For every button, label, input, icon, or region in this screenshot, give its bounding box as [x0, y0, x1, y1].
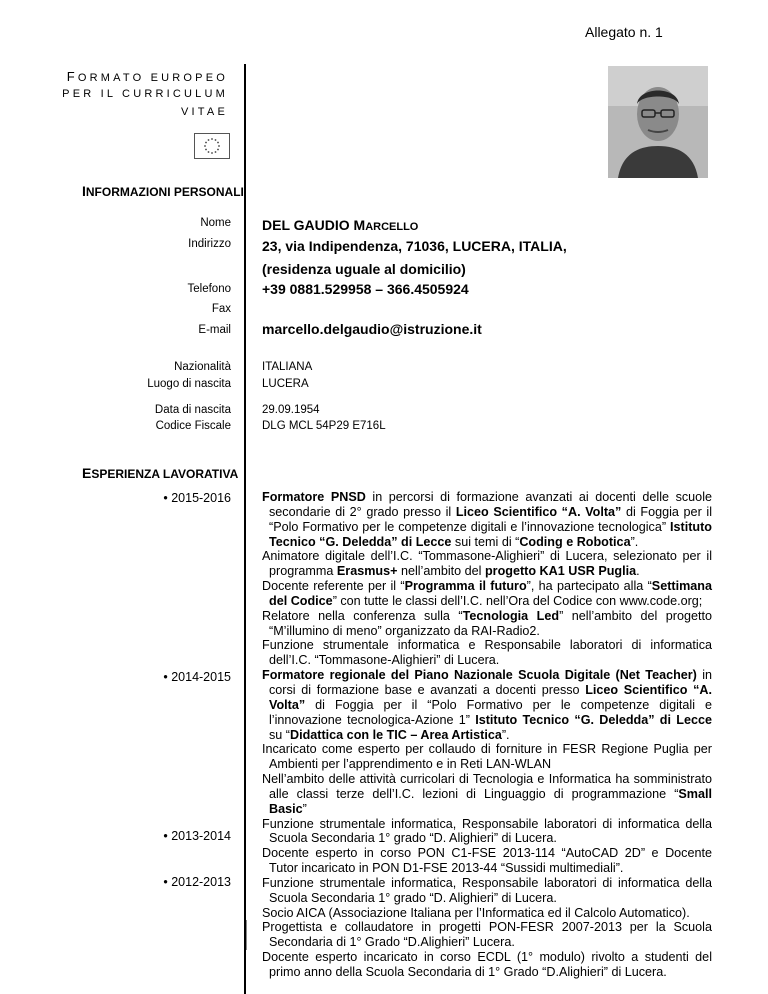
value-data-nascita: 29.09.1954 [262, 404, 320, 416]
value-nazionalita: ITALIANA [262, 361, 313, 373]
label-telefono: Telefono [187, 283, 231, 295]
experience-text-run: Istituto Tecnico “G. Deledda” di Lecce [475, 712, 712, 727]
experience-paragraph [262, 609, 712, 639]
eu-flag-icon [194, 133, 230, 159]
profile-photo [608, 66, 708, 178]
experience-text-run: Socio AICA (Associazione Italiana per l’Informatica ed il Calcolo Automatico). [262, 905, 690, 920]
experience-paragraph [262, 950, 712, 980]
experience-text-run: Formatore PNSD [262, 490, 366, 504]
value-indirizzo-line1: 23, via Indipendenza, 71036, LUCERA, ITALIA, [262, 238, 567, 254]
year-2014-2015: • 2014-2015 [163, 670, 231, 684]
experience-text-run: ” nell’ambito del progetto “M’illumino di meno” organizzato da RAI-Radio2. [269, 608, 712, 638]
experience-text-run: Istituto Tecnico “G. Deledda” di Lecce [269, 519, 712, 549]
experience-paragraph [262, 638, 712, 668]
experience-text-run: ”. [501, 727, 510, 742]
label-nome: Nome [200, 217, 231, 229]
experience-text-run: Progettista e collaudatore in progetti PON-FESR 2007-2013 per la Scuola Secondaria di 1° Grado “D.Alighieri” Lucera. [262, 920, 712, 950]
experience-paragraph [262, 579, 712, 609]
experience-text-run: Relatore nella conferenza sulla “ [262, 608, 463, 623]
experience-text-run: Funzione strumentale informatica e Responsabile laboratori di informatica dell’I.C. “Tommasone-Alighieri” di Lucera. [262, 638, 712, 668]
experience-text-run: ” [302, 801, 307, 816]
label-data-nascita: Data di nascita [154, 404, 231, 416]
experience-text-run: Small Basic [269, 786, 712, 816]
experience-text-run: Coding e Robotica [519, 534, 631, 549]
cv-title-line2: PER IL CURRICULUM [62, 88, 228, 100]
allegato-label: Allegato n. 1 [585, 24, 663, 40]
experience-text-run: Funzione strumentale informatica, Responsabile laboratori di informatica della Scuola Secondaria 1° grado “D. Alighieri” di Lucera. [262, 816, 712, 846]
column-divider [244, 64, 246, 994]
experience-text-run: Incaricato come esperto per collaudo di forniture in FESR Regione Puglia per Ambienti per l’apprendimento e in Reti LAN-WLAN [262, 742, 712, 772]
experience-text-run: di Foggia per il “Polo Formativo per le competenze digitali e l’innovazione tecnologica-Azione 1” [269, 697, 712, 727]
label-indirizzo: Indirizzo [188, 238, 231, 250]
section-personal-info: INFORMAZIONI PERSONALI [82, 183, 244, 199]
value-codice-fiscale: DLG MCL 54P29 E716L [262, 420, 386, 432]
experience-paragraph [262, 772, 712, 817]
year-2015-2016: • 2015-2016 [163, 491, 231, 505]
experience-text-run: Didattica con le TIC – Area Artistica [290, 727, 502, 742]
experience-paragraph [262, 668, 712, 742]
experience-text-run: progetto KA1 USR Puglia [484, 564, 637, 579]
experience-text [262, 490, 712, 980]
experience-paragraph [262, 490, 712, 549]
experience-text-run: sui temi di “ [451, 534, 520, 549]
experience-text-run: ”. [630, 534, 639, 549]
value-indirizzo-line2: (residenza uguale al domicilio) [262, 261, 466, 277]
value-email[interactable]: marcello.delgaudio@istruzione.it [262, 321, 482, 337]
experience-text-run: ”, ha partecipato alla “ [526, 579, 652, 594]
value-luogo-nascita: LUCERA [262, 378, 309, 390]
experience-paragraph [262, 920, 712, 950]
experience-paragraph [262, 876, 712, 906]
experience-text-run: in percorsi di formazione avanzati ai docenti delle scuole secondarie di 2° grado presso il [269, 490, 712, 519]
experience-text-run: su “ [269, 727, 290, 742]
cv-title-line1: FORMATO EUROPEO [66, 69, 228, 84]
experience-text-run: Programma il futuro [404, 579, 527, 594]
experience-text-run: Funzione strumentale informatica, Responsabile laboratori di informatica della Scuola Secondaria 1° grado “D. Alighieri” di Lucera. [262, 875, 712, 905]
label-nazionalita: Nazionalità [174, 361, 231, 373]
experience-text-run: Docente esperto in corso PON C1-FSE 2013-114 “AutoCAD 2D” e Docente Tutor incaricato in PON D1-FSE 2013-44 “Sussidi multimediali”. [262, 846, 712, 876]
experience-text-run: Liceo Scientifico “A. Volta” [269, 682, 712, 712]
year-2013-2014: • 2013-2014 [163, 829, 231, 843]
experience-text-run: di Foggia per il “Polo Formativo per le competenze digitali e l’innovazione tecnologica” [269, 504, 712, 534]
value-nome: DEL GAUDIO MARCELLO [262, 217, 419, 233]
experience-text-run: nell’ambito del [397, 564, 485, 579]
experience-text-run: Erasmus+ [336, 564, 398, 579]
experience-paragraph [262, 906, 712, 921]
experience-text-run: Tecnologia Led [462, 608, 560, 623]
experience-text-run: Nell’ambito delle attività curricolari di Tecnologia e Informatica ha somministrato alle classi terze dell’I.C. lezioni di Linguaggio di programmazione “ [262, 772, 712, 801]
column-divider-shadow [246, 920, 247, 950]
experience-text-run: Liceo Scientifico “A. Volta” [455, 504, 622, 519]
experience-paragraph [262, 549, 712, 579]
label-fax: Fax [211, 303, 231, 315]
experience-text-run: Formatore regionale del Piano Nazionale Scuola Digitale (Net Teacher) [262, 668, 697, 683]
experience-text-run: in corsi di formazione base e avanzati a docenti presso [269, 668, 712, 697]
label-luogo-nascita: Luogo di nascita [147, 378, 231, 390]
experience-text-run: Settimana del Codice [269, 579, 712, 608]
experience-text-run: Animatore digitale dell’I.C. “Tommasone-Alighieri” di Lucera, selezionato per il programma [262, 549, 712, 579]
experience-paragraph [262, 742, 712, 772]
experience-paragraph [262, 817, 712, 847]
experience-text-run: Docente referente per il “ [262, 579, 405, 594]
label-codice-fiscale: Codice Fiscale [155, 420, 231, 432]
label-email: E-mail [198, 324, 231, 336]
value-telefono: +39 0881.529958 – 366.4505924 [262, 281, 469, 297]
experience-text-run: ” con tutte le classi dell’I.C. nell’Ora del Codice con www.code.org; [332, 593, 703, 608]
cv-title-line3: VITAE [181, 106, 228, 118]
experience-text-run: . [636, 564, 640, 579]
year-2012-2013: • 2012-2013 [163, 875, 231, 889]
experience-text-run: Docente esperto incaricato in corso ECDL (1° modulo) rivolto a studenti del primo anno della Scuola Secondaria di 1° Grado “D.Alighieri” di Lucera. [262, 950, 712, 979]
section-work-experience: ESPERIENZA LAVORATIVA [82, 465, 239, 481]
experience-paragraph [262, 846, 712, 876]
